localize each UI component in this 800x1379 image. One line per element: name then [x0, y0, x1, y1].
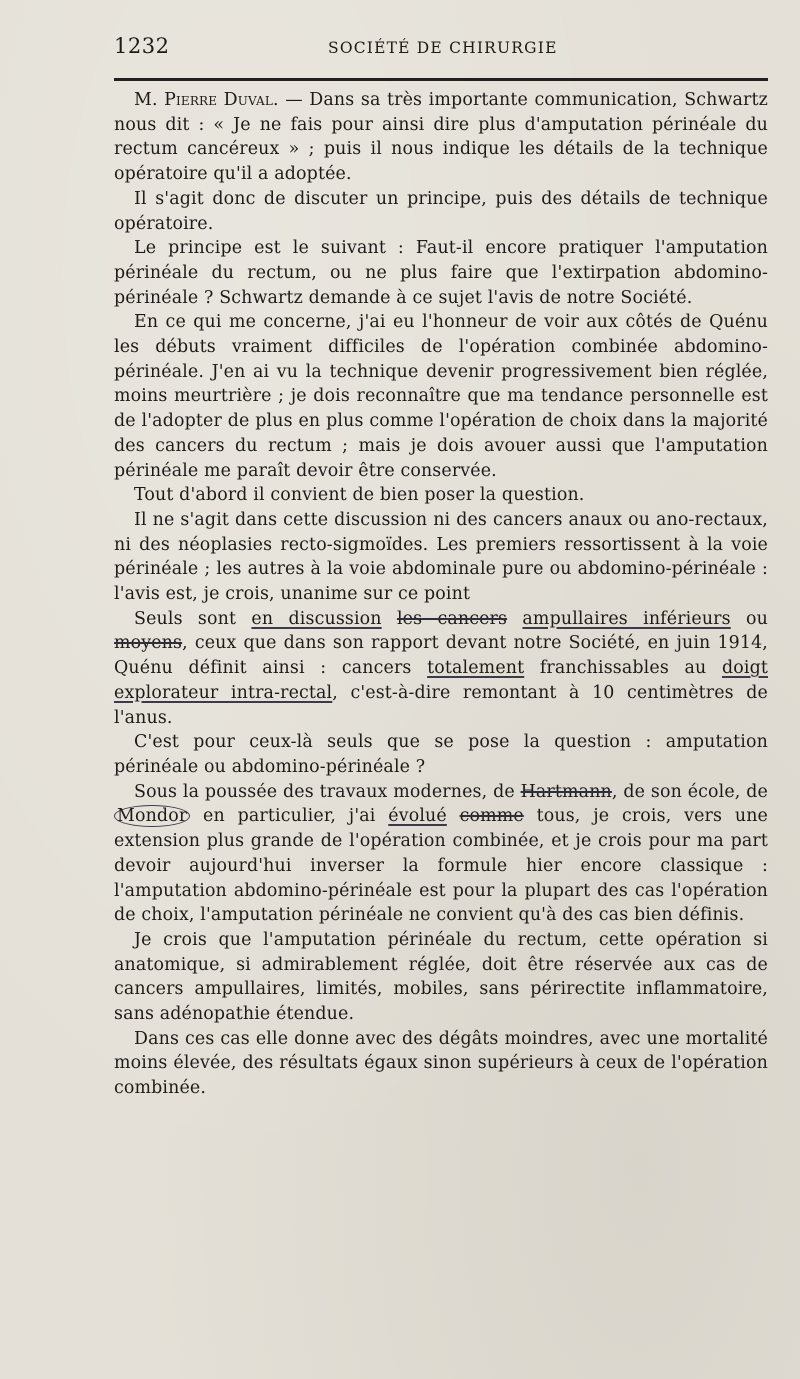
- paragraph-9: [114, 780, 768, 928]
- handwritten-strikethrough: Hartmann: [520, 781, 612, 802]
- paragraph-4: [114, 310, 768, 483]
- paragraph-text: C'est pour ceux-là seuls que se pose la question : amputation périnéale ou abdomino-périnéale ?: [114, 732, 768, 777]
- handwritten-underline: doigt explorateur intra-rectal: [114, 658, 768, 703]
- paragraph-1: [114, 88, 768, 187]
- paragraph-text: Il s'agit donc de discuter un principe, puis des détails de technique opératoire.: [114, 188, 768, 234]
- paragraph-text: Il ne s'agit dans cette discussion ni des cancers anaux ou ano-rectaux, ni des néoplasies recto-sigmoïdes. Les premiers ressortissent à la voie périnéale ; les autres à la voie abdominale pure ou abdomino-périnéale : l'avis est, je crois, unanime sur ce point: [114, 509, 768, 605]
- text-run: franchissables au: [524, 658, 722, 679]
- paragraph-5: [114, 483, 768, 508]
- handwritten-underline: évolué: [388, 806, 447, 827]
- text-run: tous, je crois, vers une extension plus grande de l'opération combinée, et je crois pour ma part devoir aujourd'hui inverser la formule hier encore classique : l'amputation abdomino-périnéale est pour la plupart des cas l'opération de choix, l'amputation périnéale ne convient qu'à des cas bien définis.: [114, 806, 768, 926]
- text-run: [447, 806, 460, 826]
- paragraph-text: Je crois que l'amputation périnéale du rectum, cette opération si anatomique, si admirablement réglée, doit être réservée aux cas de cancers ampullaires, limités, mobiles, sans périrectite inflammatoire, sans adénopathie étendue.: [114, 929, 768, 1025]
- paragraph-text: Tout d'abord il convient de bien poser la question.: [134, 485, 585, 506]
- paragraph-text: Le principe est le suivant : Faut-il encore pratiquer l'amputation périnéale du rectum, ou ne plus faire que l'extirpation abdomino-périnéale ? Schwartz demande à ce sujet l'avis de notre Société.: [114, 238, 768, 308]
- text-run: , de son école, de: [611, 781, 768, 802]
- text-run: Seuls sont: [134, 608, 252, 629]
- paragraph-11: [114, 1027, 768, 1101]
- text-run: en particulier, j'ai: [190, 806, 389, 827]
- handwritten-strikethrough: comme: [459, 806, 524, 827]
- paragraph-text: Dans ces cas elle donne avec des dégâts moindres, avec une mortalité moins élevée, des résultats égaux sinon supérieurs à ceux de l'opération combinée.: [114, 1028, 768, 1099]
- paragraph-text: En ce qui me concerne, j'ai eu l'honneur de voir aux côtés de Quénu les débuts vraiment difficiles de l'opération combinée abdomino-périnéale. J'en ai vu la technique devenir progressivement bien réglée, moins meurtrière ; je dois reconnaître que ma tendance personnelle est de l'adopter de plus en plus comme l'opération de choix dans la majorité des cancers du rectum ; mais je dois avouer aussi que l'amputation périnéale me paraît devoir être conservée.: [114, 312, 768, 481]
- speaker-name: M. Pierre Duval.: [134, 90, 279, 110]
- text-run: Sous la poussée des travaux modernes, de: [134, 781, 521, 802]
- paragraph-2: [114, 187, 768, 236]
- handwritten-strikethrough: moyens: [114, 633, 183, 654]
- text-run: , ceux que dans son rapport devant notre Société, en juin 1914, Quénu définit ainsi : cancers: [114, 633, 768, 679]
- handwritten-underline: totalement: [427, 658, 525, 679]
- paragraph-text: — Dans sa très importante communication, Schwartz nous dit : « Je ne fais pour ainsi dire plus d'amputation périnéale du rectum cancéreux » ; puis il nous indique les détails de la technique opératoire qu'il a adoptée.: [114, 90, 768, 185]
- page-header: [114, 34, 768, 66]
- page-number: 1232: [114, 34, 170, 58]
- handwritten-underline: en discussion: [251, 608, 382, 629]
- paragraph-10: [114, 928, 768, 1027]
- text-run: ou: [730, 608, 768, 629]
- text-run: [382, 609, 397, 629]
- article-body: [114, 88, 768, 1358]
- handwritten-circle: Mondor: [114, 805, 190, 827]
- handwritten-underline: ampullaires inférieurs: [522, 608, 731, 629]
- paragraph-7: [114, 607, 768, 731]
- running-title: SOCIÉTÉ DE CHIRURGIE: [328, 39, 558, 57]
- text-run: [507, 609, 522, 629]
- paragraph-6: [114, 508, 768, 607]
- paragraph-3: [114, 236, 768, 310]
- text-run: , c'est-à-dire remontant à 10 centimètres de l'anus.: [114, 682, 768, 728]
- header-rule: [114, 78, 768, 81]
- paragraph-8: [114, 730, 768, 779]
- handwritten-strikethrough: les cancers: [396, 608, 508, 629]
